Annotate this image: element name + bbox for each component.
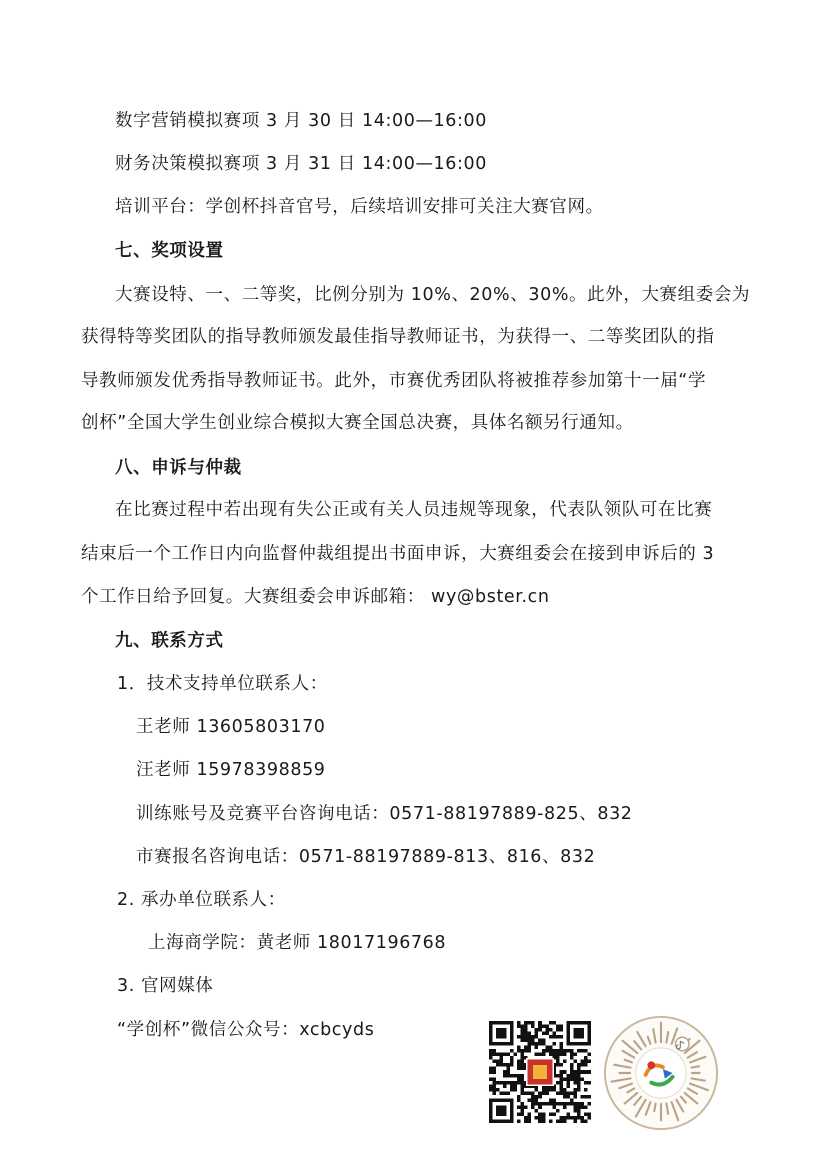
- section-7-heading: 七、奖项设置: [115, 241, 224, 261]
- contact-huang: 上海商学院：黄老师 18017196768: [148, 933, 447, 953]
- signup-phone: 市赛报名咨询电话：0571-88197889-813、816、832: [136, 847, 596, 867]
- section-7-line-2: 获得特等奖团队的指导教师颁发最佳指导教师证书，为获得一、二等奖团队的指: [81, 327, 715, 347]
- section-7-line-1: 大赛设特、一、二等奖，比例分别为 10%、20%、30%。此外，大赛组委会为: [115, 285, 751, 305]
- wechat-account: “学创杯”微信公众号：xcbcyds: [117, 1020, 375, 1040]
- schedule-digital-marketing: 数字营销模拟赛项 3 月 30 日 14:00—16:00: [115, 111, 487, 131]
- section-7-line-4: 创杯”全国大学生创业综合模拟大赛全国总决赛，具体名额另行通知。: [81, 413, 634, 433]
- qr-code-icon: [489, 1021, 591, 1123]
- contact-wang: 王老师 13605803170: [136, 717, 326, 737]
- schedule-financial-decision: 财务决策模拟赛项 3 月 31 日 14:00—16:00: [115, 154, 487, 174]
- section-9-heading: 九、联系方式: [115, 631, 224, 651]
- contact-item-3: 3. 官网媒体: [117, 976, 214, 996]
- section-8-line-2: 结束后一个工作日内向监督仲裁组提出书面申诉，大赛组委会在接到申诉后的 3: [81, 544, 715, 564]
- section-8-heading: 八、申诉与仲裁: [115, 458, 242, 478]
- section-7-line-3: 导教师颁发优秀指导教师证书。此外，市赛优秀团队将被推荐参加第十一届“学: [81, 371, 707, 391]
- section-8-line-3: 个工作日给予回复。大赛组委会申诉邮箱： wy@bster.cn: [81, 587, 550, 607]
- wechat-miniprogram-code-icon: [603, 1015, 719, 1131]
- contact-item-2: 2. 承办单位联系人：: [117, 890, 286, 910]
- contact-item-1: 1．技术支持单位联系人：: [117, 674, 328, 694]
- section-8-line-1: 在比赛过程中若出现有失公正或有关人员违规等现象，代表队领队可在比赛: [115, 500, 713, 520]
- training-platform-note: 培训平台：学创杯抖音官号，后续培训安排可关注大赛官网。: [115, 197, 604, 217]
- contact-wang-2: 汪老师 15978398859: [136, 760, 326, 780]
- training-platform-phone: 训练账号及竞赛平台咨询电话：0571-88197889-825、832: [136, 804, 633, 824]
